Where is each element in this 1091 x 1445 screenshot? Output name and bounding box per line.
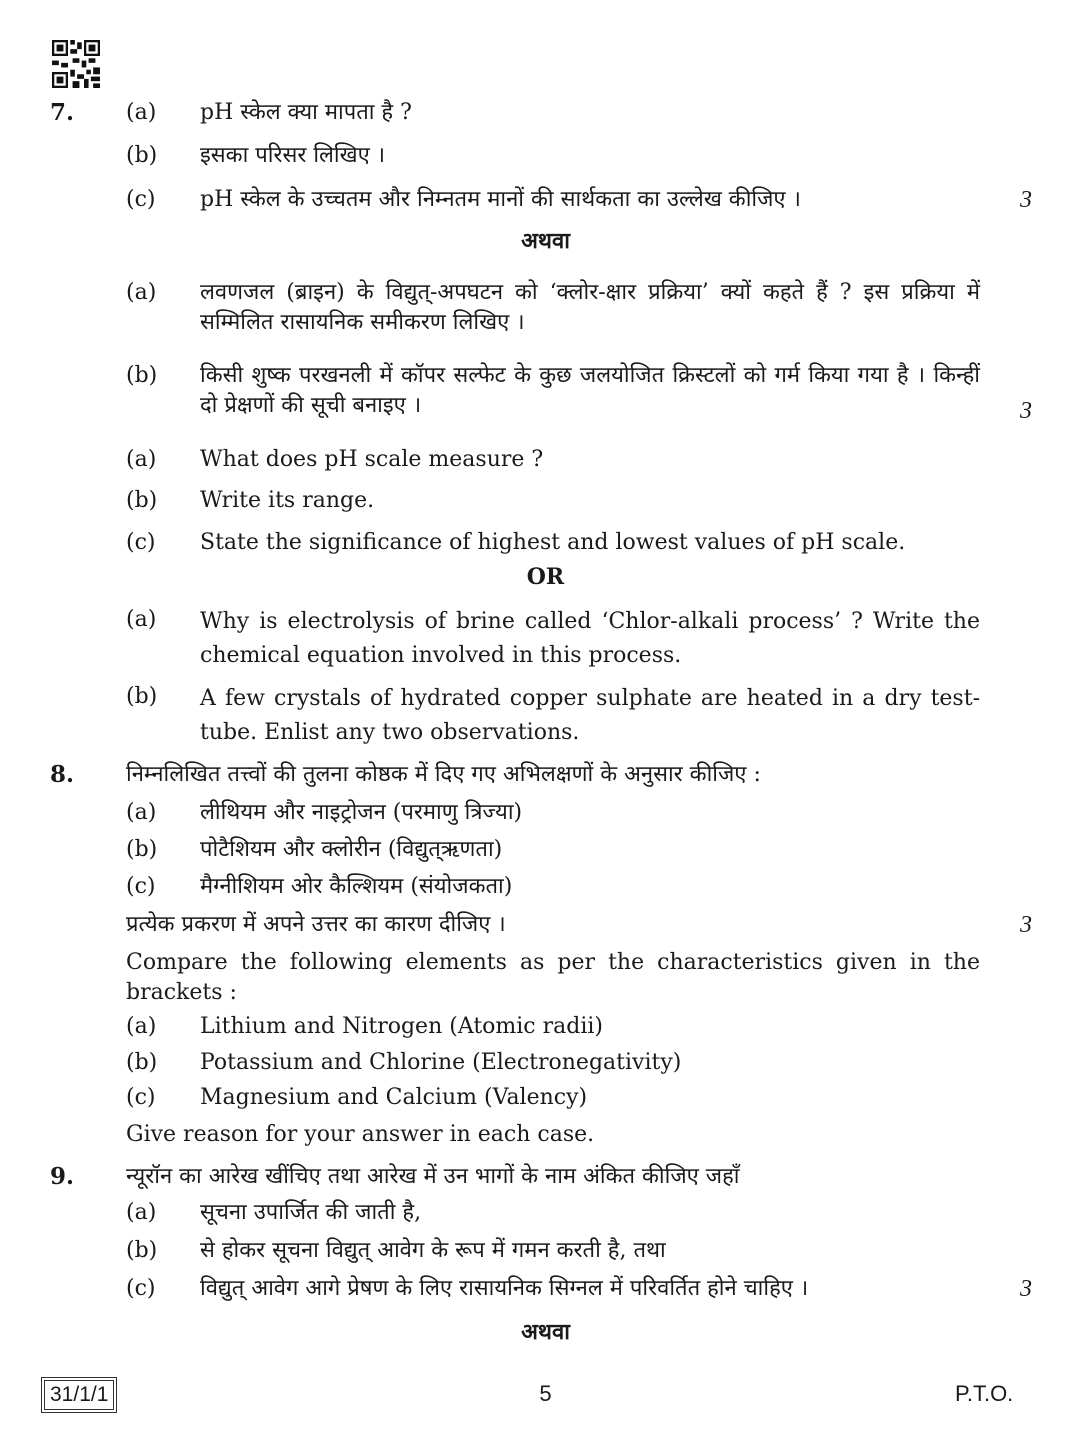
q7-english-or-a-label: (a) bbox=[126, 607, 157, 632]
q8-hindi-intro: निम्नलिखित तत्त्वों की तुलना कोष्ठक में दिए गए अभिलक्षणों के अनुसार कीजिए : bbox=[126, 762, 761, 787]
q7-english-b-label: (b) bbox=[126, 488, 158, 513]
q9-hindi-c-text: विद्युत् आवेग आगे प्रेषण के लिए रासायनिक सिग्नल में परिवर्तित होने चाहिए । bbox=[200, 1276, 809, 1301]
q7-marks: 3 bbox=[1020, 187, 1032, 213]
q8-hindi-a-label: (a) bbox=[126, 800, 157, 825]
q7-hindi-or-b-text: किसी शुष्क परखनली में कॉपर सल्फेट के कुछ जलयोजित क्रिस्टलों को गर्म किया गया है । किन्हीं दो प्रेक्षणों की सूची बनाइए । bbox=[200, 363, 980, 418]
q7-hindi-a-label: (a) bbox=[126, 100, 157, 125]
q9-hindi-b-text: से होकर सूचना विद्युत् आवेग के रूप में गमन करती है, तथा bbox=[200, 1238, 666, 1263]
q8-hindi-b-label: (b) bbox=[126, 837, 158, 862]
or-divider-english: OR bbox=[526, 564, 565, 590]
q8-hindi-outro: प्रत्येक प्रकरण में अपने उत्तर का कारण दीजिए । bbox=[126, 912, 506, 937]
q7-english-c-text: State the significance of highest and lowest values of pH scale. bbox=[200, 530, 906, 555]
q9-marks: 3 bbox=[1020, 1276, 1032, 1302]
q7-english-or-b-text: A few crystals of hydrated copper sulphate are heated in a dry test-tube. Enlist any two observations. bbox=[200, 686, 980, 745]
paper-code: 31/1/1 bbox=[44, 1380, 114, 1410]
q7-english-c-label: (c) bbox=[126, 530, 156, 555]
q7-english-a-text: What does pH scale measure ? bbox=[200, 447, 544, 472]
q8-hindi-b-text: पोटैशियम और क्लोरीन (विद्युत्ऋणता) bbox=[200, 837, 503, 862]
q9-hindi-b-label: (b) bbox=[126, 1238, 158, 1263]
q7-hindi-c-text: pH स्केल के उच्चतम और निम्नतम मानों की सार्थकता का उल्लेख कीजिए । bbox=[200, 187, 801, 212]
q9-hindi-a-label: (a) bbox=[126, 1200, 157, 1225]
q7-english-a-label: (a) bbox=[126, 447, 157, 472]
q7-english-or-a-text: Why is electrolysis of brine called ‘Chlor-alkali process’ ? Write the chemical equation involved in this process. bbox=[200, 609, 980, 668]
q8-english-b-label: (b) bbox=[126, 1050, 158, 1075]
q7-hindi-or-a-label: (a) bbox=[126, 280, 157, 305]
q8-english-b-text: Potassium and Chlorine (Electronegativity) bbox=[200, 1050, 682, 1075]
q7-hindi-a-text: pH स्केल क्या मापता है ? bbox=[200, 100, 412, 125]
q7-hindi-or-b-label: (b) bbox=[126, 363, 158, 388]
q7-hindi-b-label: (b) bbox=[126, 143, 158, 168]
q7-english-b-text: Write its range. bbox=[200, 488, 375, 513]
q8-hindi-c-text: मैग्नीशियम ओर कैल्शियम (संयोजकता) bbox=[200, 874, 513, 899]
question-number-9: 9. bbox=[50, 1163, 75, 1190]
q8-english-c-label: (c) bbox=[126, 1085, 156, 1110]
q7-hindi-b-text: इसका परिसर लिखिए । bbox=[200, 143, 386, 168]
q7-or-marks: 3 bbox=[1020, 398, 1032, 424]
or-divider-q9: अथवा bbox=[521, 1319, 570, 1345]
q8-hindi-a-text: लीथियम और नाइट्रोजन (परमाणु त्रिज्या) bbox=[200, 800, 523, 825]
q8-english-c-text: Magnesium and Calcium (Valency) bbox=[200, 1085, 588, 1110]
q8-hindi-c-label: (c) bbox=[126, 874, 156, 899]
q9-hindi-a-text: सूचना उपार्जित की जाती है, bbox=[200, 1200, 422, 1225]
q8-english-intro: Compare the following elements as per the characteristics given in the brackets : bbox=[126, 950, 980, 1005]
question-number-8: 8. bbox=[50, 761, 75, 788]
question-number-7: 7. bbox=[50, 99, 75, 126]
q7-english-or-b-label: (b) bbox=[126, 684, 158, 709]
page-number: 5 bbox=[539, 1381, 552, 1406]
q9-hindi-intro: न्यूरॉन का आरेख खींचिए तथा आरेख में उन भागों के नाम अंकित कीजिए जहाँ bbox=[126, 1164, 740, 1189]
q7-hindi-or-a-text: लवणजल (ब्राइन) के विद्युत्-अपघटन को ‘क्लोर-क्षार प्रक्रिया’ क्यों कहते हैं ? इस प्रक्रिया में सम्मिलित रासायनिक समीकरण लिखिए । bbox=[200, 280, 980, 335]
or-divider-hindi: अथवा bbox=[521, 228, 570, 254]
q8-marks: 3 bbox=[1020, 912, 1032, 938]
q8-english-a-text: Lithium and Nitrogen (Atomic radii) bbox=[200, 1014, 603, 1039]
q7-hindi-c-label: (c) bbox=[126, 187, 156, 212]
q8-english-outro: Give reason for your answer in each case. bbox=[126, 1122, 595, 1147]
please-turn-over: P.T.O. bbox=[955, 1381, 1014, 1406]
q9-hindi-c-label: (c) bbox=[126, 1276, 156, 1301]
q8-english-a-label: (a) bbox=[126, 1014, 157, 1039]
qr-code-icon bbox=[52, 40, 100, 88]
